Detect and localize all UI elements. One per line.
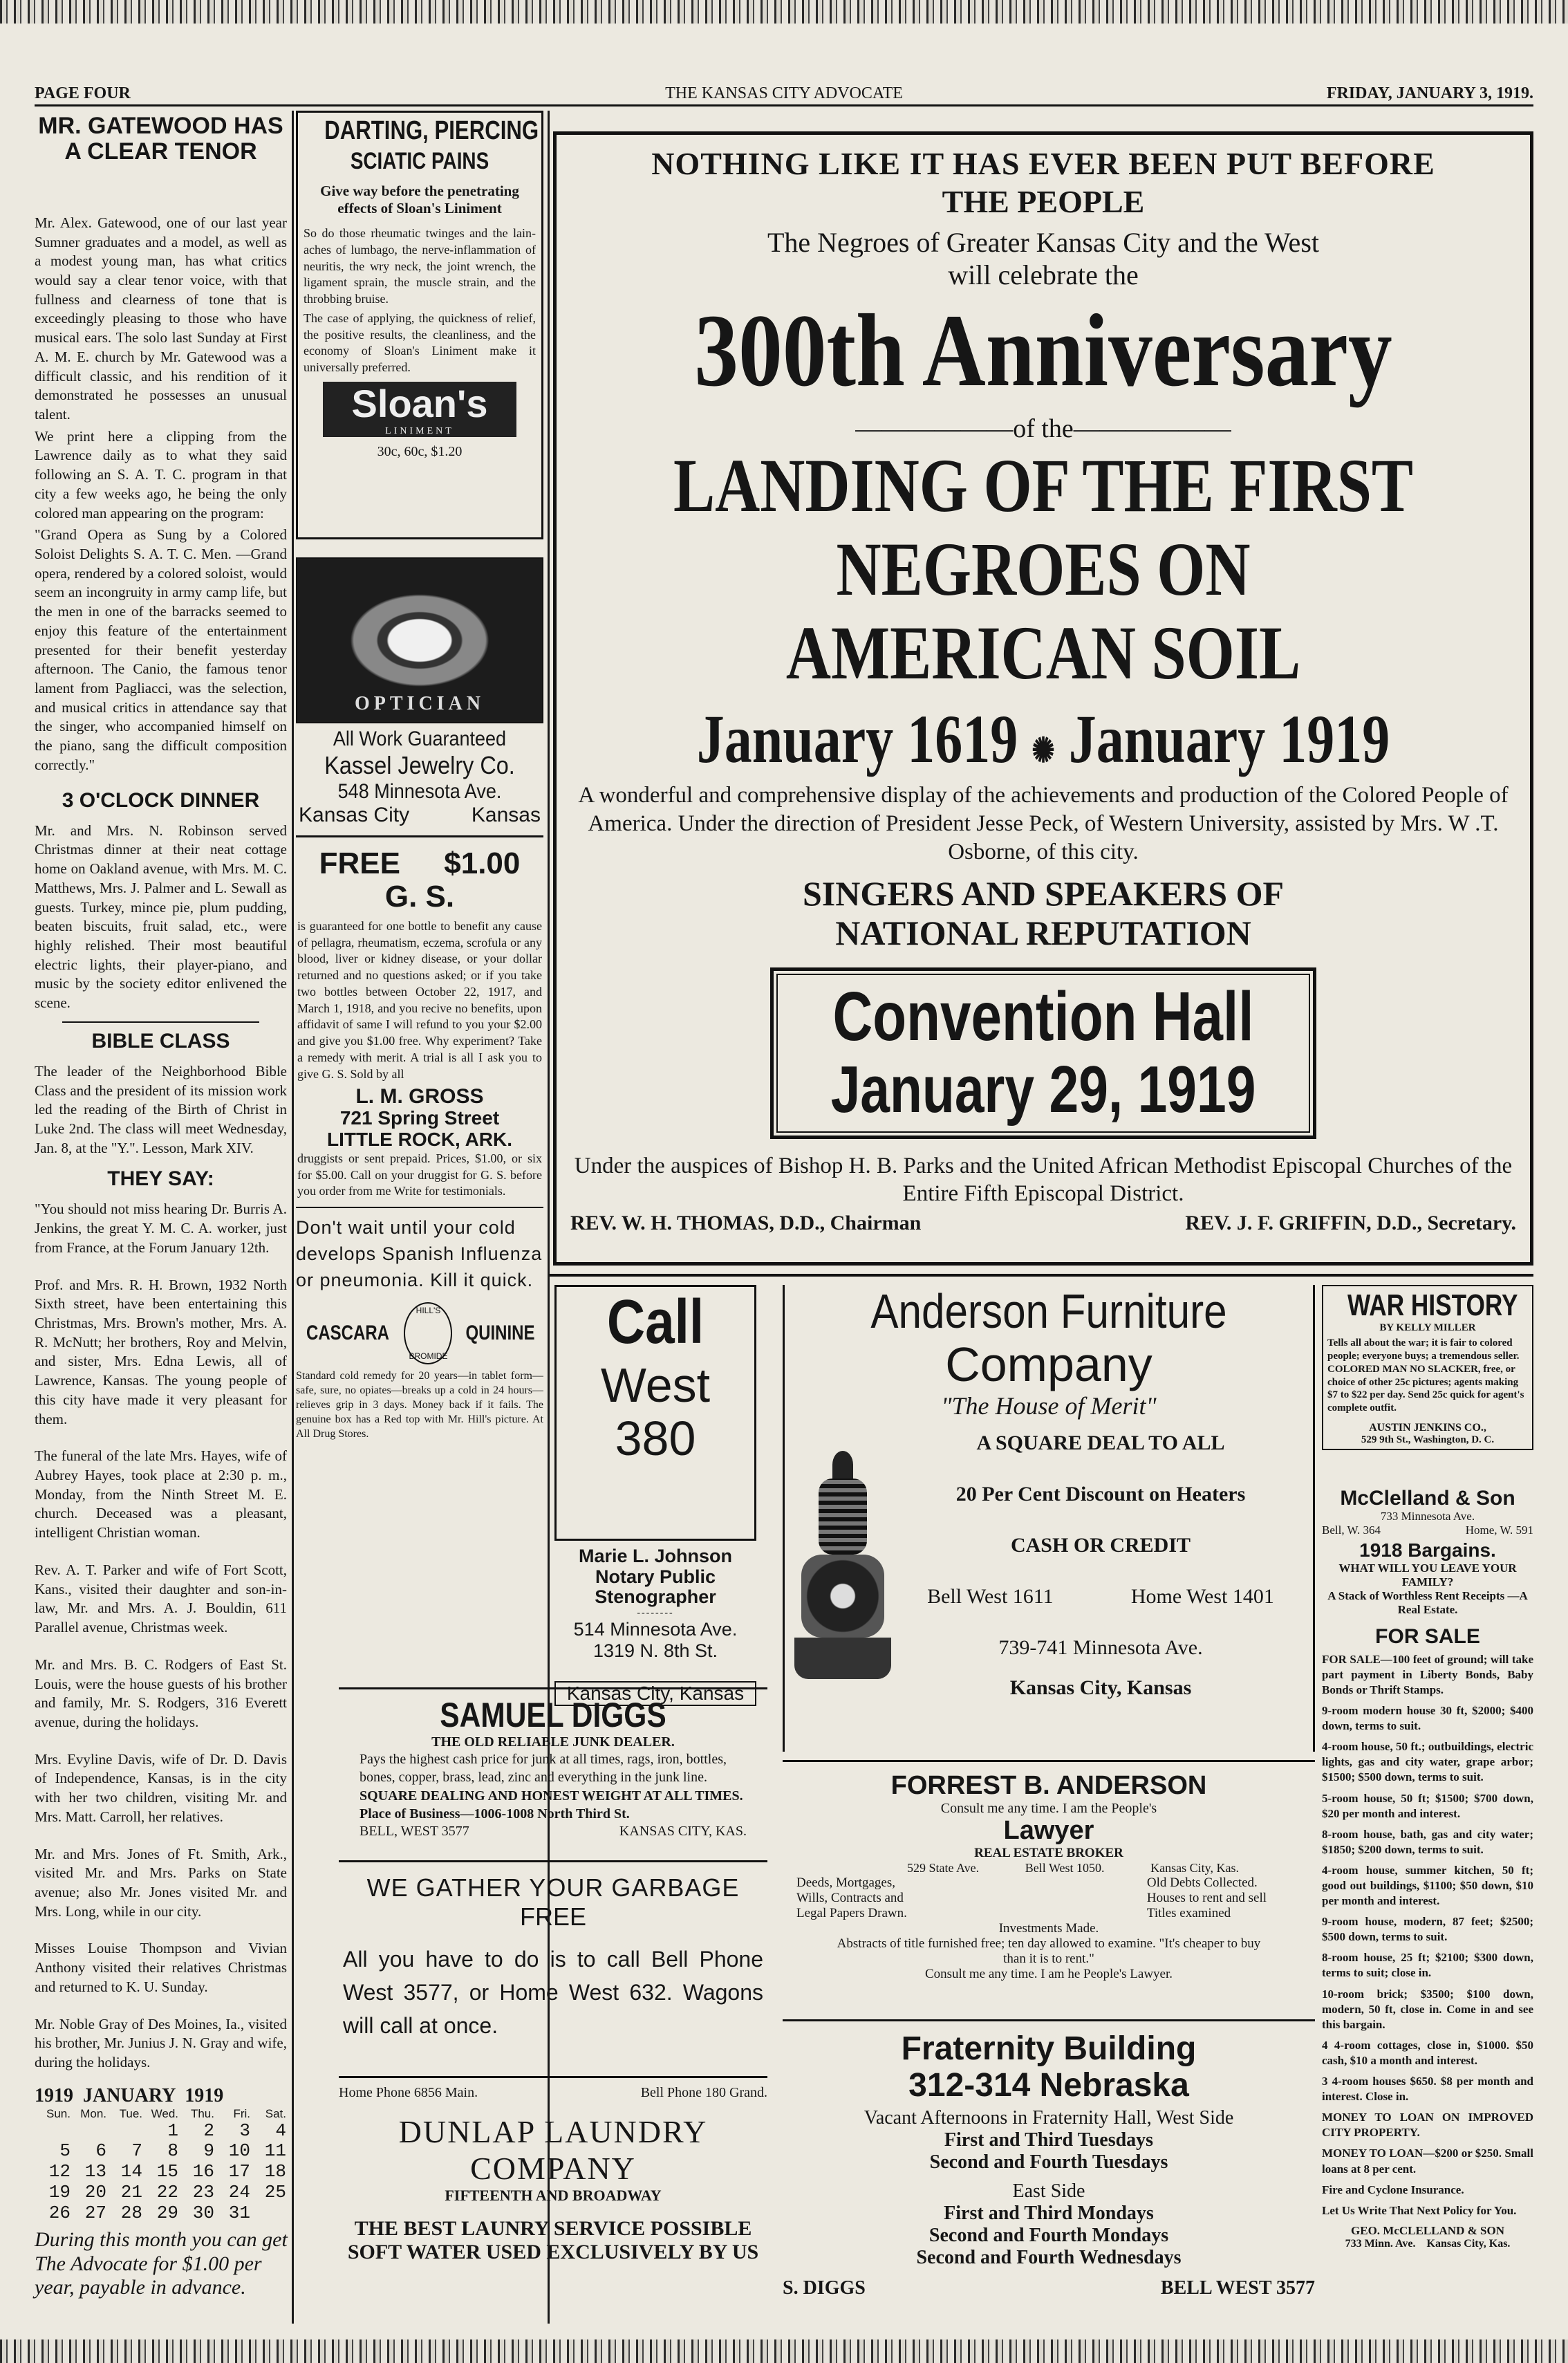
article-paragraph: The leader of the Neighborhood Bible Class and the president of its mission work led the reading of the Birth of Christ in Luke 2nd. The class will meet Wednesday, Jan. 8, at the "Y.". Lesson, Mark XIV. (35, 1062, 287, 1156)
gs-headline (297, 847, 542, 880)
anderson-discount: 20 Per Cent Discount on Heaters (955, 1483, 1246, 1505)
forrest-service-item: Houses to rent and sell (1146, 1890, 1267, 1905)
gs-price: $1.00 (444, 846, 521, 880)
johnson-name: Marie L. Johnson (578, 1546, 733, 1566)
diggs-junk-ad (339, 1687, 767, 1840)
weekday-label: Wed. (151, 2107, 178, 2120)
calendar-week (35, 2183, 290, 2203)
gs-name: G. S. (384, 880, 455, 914)
johnson-title: Notary Public (595, 1566, 716, 1587)
frat-agent: S. DIGGS (783, 2277, 866, 2299)
anderson-phones (888, 1585, 1313, 1609)
listing-item: 5-room house, 50 ft; $1500; $700 down, $20 per month and interest. (1322, 1791, 1533, 1820)
headline-bible-class: BIBLE CLASS (91, 1029, 230, 1053)
forrest-service-item: Titles examined (1146, 1905, 1231, 1920)
frat-address: 312-314 Nebraska (908, 2066, 1189, 2104)
listing-item: 8-room house, 25 ft; $2100; $300 down, terms to suit; close in. (1322, 1951, 1533, 1980)
frat-phone: BELL WEST 3577 (1160, 2277, 1315, 2299)
frat-west-2: Second and Fourth Tuesdays (929, 2151, 1168, 2173)
forrest-services-right (1147, 1875, 1267, 1921)
announcement-lead: NOTHING LIKE IT HAS EVER BEEN PUT BEFORE (651, 146, 1435, 181)
sloans-ad (296, 111, 543, 539)
diggs-body: Pays the highest cash price for junk at all times, rags, iron, bottles, bones, copper, brass, lead, zinc and everything in the junk line. (360, 1752, 727, 1786)
headline-gatewood: MR. GATEWOOD HAS A CLEAR TENOR (38, 113, 283, 165)
forrest-tagline: Consult me any time. I am the People's (940, 1800, 1157, 1816)
mcclelland-ad (1322, 1480, 1533, 2250)
johnson-city: Kansas City, Kansas (554, 1681, 756, 1706)
calendar-day: 1 (167, 2120, 178, 2141)
quinine-text: QUININE (465, 1321, 535, 1344)
forrest-abstracts: Abstracts of title furnished free; ten day allowed to examine. "It's cheaper to buy than it is to rent." (837, 1936, 1261, 1966)
anniversary-title: 300th Anniversary (694, 293, 1392, 409)
forrest-service-item: Legal Papers Drawn. (796, 1905, 907, 1920)
diggs-phone: BELL, WEST 3577 (360, 1823, 469, 1839)
forrest-service-item: Wills, Contracts and (796, 1890, 904, 1905)
article-paragraph: We print here a clipping from the Lawrence daily as to what they said following an S. A. T. C. program in that city a few weeks ago, he being the only colored man appearing on the program: (35, 427, 287, 521)
weekday-label: Thu. (190, 2107, 214, 2120)
calendar-day: 25 (264, 2182, 286, 2203)
listing-item: MONEY TO LOAN ON IMPROVED CITY PROPERTY. (1322, 2111, 1533, 2140)
forrest-phone: Bell West 1050. (1025, 1860, 1105, 1875)
of-the-text: of the (1013, 414, 1074, 443)
sloans-logo-text: Sloan's (351, 381, 488, 425)
calendar-day: 23 (192, 2182, 214, 2203)
dunlap-name: DUNLAP LAUNDRY (398, 2114, 708, 2149)
headline-they-say: THEY SAY: (107, 1167, 214, 1191)
news-item: Mr. and Mrs. Jones of Ft. Smith, Ark., visited Mr. and Mrs. Parks on State avenue; also Mr. Jones visited Mr. and Mrs. Long, while in our city. (35, 1845, 287, 1920)
calendar-day: 16 (192, 2161, 214, 2183)
calendar-day: 17 (228, 2161, 250, 2183)
sloans-tagline: Give way before the penetrating effects of Sloan's Liniment (320, 183, 519, 217)
column-news (35, 111, 287, 2358)
secretary: REV. J. F. GRIFFIN, D.D., Secretary. (1185, 1212, 1516, 1235)
call-west-ad (554, 1285, 756, 1541)
forrest-services (783, 1875, 1315, 1921)
dunlap-phones (339, 2085, 767, 2101)
listing-item: Let Us Write That Next Policy for You. (1322, 2203, 1517, 2217)
calendar-day: 13 (84, 2161, 106, 2183)
date-start: January 1619 (696, 700, 1018, 777)
diggs-contact (339, 1824, 767, 1840)
kassel-name: Kassel Jewelry Co. (324, 751, 515, 779)
fraternity-building-ad (783, 2019, 1315, 2299)
ornament-icon: ✺ (1032, 730, 1055, 770)
forrest-investments: Investments Made. (998, 1920, 1099, 1936)
subscription-offer: During this month you can get The Advocate for $1.00 per year, payable in advance. (35, 2228, 288, 2299)
news-item: Misses Louise Thompson and Vivian Anthony visited their relatives Christmas and returned to K. U. Sunday. (35, 1940, 287, 1995)
dunlap-slogan-2: SOFT WATER USED EXCLUSIVELY BY US (347, 2241, 759, 2263)
frat-west-1: First and Third Tuesdays (944, 2129, 1154, 2151)
anderson-square-deal: A SQUARE DEAL TO ALL (976, 1431, 1225, 1454)
garbage-headline: WE GATHER YOUR GARBAGE (366, 1873, 740, 1902)
forrest-service-item: Old Debts Collected. (1146, 1875, 1258, 1890)
cascara-body: Standard cold remedy for 20 years—in tablet form—safe, sure, no opiates—breaks up a cold in 24 hours—relieves grip in 3 days. Money back if it fails. The genuine box has a Red top with Mr. Hill's picture. At All Drug Stores. (296, 1369, 543, 1440)
kassel-city (299, 804, 541, 827)
calendar-weekdays (35, 2107, 290, 2121)
news-item: Mr. Noble Gray of Des Moines, Ia., visited his brother, Mr. Junius J. N. Gray and wife, during the holidays. (35, 2015, 287, 2070)
optician-label: OPTICIAN (354, 693, 485, 714)
war-history-title: WAR HISTORY (1347, 1288, 1518, 1322)
kassel-guarantee: All Work Guaranteed (333, 728, 507, 750)
frat-vacancy: Vacant Afternoons in Fraternity Hall, West Side (864, 2106, 1234, 2129)
calendar (35, 2085, 290, 2300)
negroes-headline: NEGROES ON (836, 526, 1251, 611)
calendar-day: 3 (239, 2120, 250, 2141)
war-history-author: BY KELLY MILLER (1379, 1322, 1476, 1334)
sloans-headline: DARTING, PIERCING (324, 116, 539, 145)
gs-city: LITTLE ROCK, ARK. (326, 1129, 513, 1151)
mccl-for-sale: FOR SALE (1375, 1624, 1480, 1648)
calendar-day: 19 (48, 2182, 71, 2203)
bromide-label: BROMIDE (409, 1351, 448, 1361)
weekday-label: Mon. (80, 2107, 106, 2120)
dunlap-bell-phone: Bell Phone 180 Grand. (640, 2085, 767, 2100)
listing-item: 8-room house, bath, gas and city water; $1850; $200 down, terms to suit. (1322, 1827, 1533, 1856)
dunlap-home-phone: Home Phone 6856 Main. (339, 2085, 478, 2100)
calendar-day: 4 (275, 2120, 286, 2141)
calendar-day: 11 (264, 2140, 286, 2162)
chairman: REV. W. H. THOMAS, D.D., Chairman (570, 1212, 922, 1235)
calendar-day: 15 (156, 2161, 178, 2183)
divider (62, 1021, 259, 1023)
reputation-line: NATIONAL REPUTATION (835, 914, 1251, 953)
headline-dinner: 3 O'CLOCK DINNER (62, 788, 260, 812)
frat-east-1: First and Third Mondays (944, 2202, 1154, 2224)
garbage-free: FREE (519, 1902, 586, 1931)
officers (570, 1212, 1516, 1235)
announcement-intro-2: will celebrate the (948, 259, 1139, 291)
gs-vendor: L. M. GROSS (355, 1085, 484, 1109)
calendar-day: 30 (192, 2203, 214, 2224)
listing-item: 4-room house, 50 ft.; outbuildings, electric lights, gas and city water, grape arbor; $1500; $500 down, terms to suit. (1322, 1740, 1533, 1784)
news-item: Mrs. Evyline Davis, wife of Dr. D. Davis of Independence, Kansas, is in the city with her two children, visiting Mr. and Mrs. Matt. Carroll, her relatives. (35, 1750, 287, 1825)
calendar-day: 24 (228, 2182, 250, 2203)
calendar-day: 6 (95, 2140, 106, 2162)
divider (550, 1274, 1533, 1277)
mccl-signature: GEO. McCLELLAND & SON (1351, 2223, 1504, 2237)
listing-item: 9-room house, modern, 87 feet; $2500; $500 down, terms to suit. (1322, 1915, 1533, 1944)
war-history-publisher: AUSTIN JENKINS CO., (1369, 1421, 1486, 1434)
calendar-day (250, 2203, 286, 2224)
mccl-question: WHAT WILL YOU LEAVE YOUR FAMILY? (1338, 1561, 1517, 1588)
forrest-service-item: Deeds, Mortgages, (796, 1875, 895, 1890)
dunlap-slogan-1: THE BEST LAUNRY SERVICE POSSIBLE (354, 2217, 752, 2240)
heater-stove-illustration (794, 1451, 891, 1686)
anderson-bell: Bell West 1611 (927, 1585, 1054, 1608)
mccl-bargains: 1918 Bargains. (1359, 1539, 1496, 1561)
news-item: "You should not miss hearing Dr. Burris A. Jenkins, the great Y. M. C. A. worker, just from France, at the Forum January 12th. (35, 1201, 287, 1256)
mccl-bell: Bell, W. 364 (1322, 1523, 1381, 1537)
calendar-day (106, 2121, 142, 2142)
newspaper-page (35, 0, 1533, 2363)
calendar-day (71, 2121, 106, 2142)
dunlap-company: COMPANY (470, 2151, 636, 2186)
calendar-day (35, 2121, 71, 2142)
cascara-quinine-logo (296, 1302, 543, 1364)
calendar-week (35, 2121, 290, 2142)
forrest-lawyer: Lawyer (1003, 1815, 1094, 1845)
frat-name: Fraternity Building (901, 2030, 1197, 2067)
calendar-day: 14 (120, 2161, 142, 2183)
mccl-receipts: A Stack of Worthless Rent Receipts —A Real Estate. (1327, 1588, 1528, 1616)
war-history-ad (1322, 1285, 1533, 1450)
gs-ad (296, 837, 543, 1200)
anderson-terms: CASH OR CREDIT (1010, 1534, 1191, 1557)
sloans-logo-sub: LINIMENT (385, 425, 454, 436)
kassel-city-text: Kansas City (299, 804, 410, 826)
forrest-services-left (796, 1875, 907, 1921)
article-paragraph: Mr. and Mrs. N. Robinson served Christmas dinner at their neat cottage home on Oakland avenue, with Mrs. M. C. Matthews, Mrs. J. Palmer and L. Sewall as guests. Turkey, mince pie, plum pudding, beaten biscuits, fruit salad, etc., were highly relished. Their most beautiful electric lights, their player-piano, and music by the society editor enlivened the scene. (35, 822, 287, 1012)
weekday-label: Sat. (265, 2107, 286, 2120)
kassel-address: 548 Minnesota Ave. (337, 780, 502, 803)
war-history-body: Tells all about the war; it is fair to colored people; everyone buys; a tremendous seller. COLORED MAN NO SLACKER, free, or choice of other 25c pictures; agents making $7 to $22 per day. Send 25c quick for agent's complete outfit. (1327, 1337, 1524, 1414)
divider (296, 1207, 543, 1208)
announcement-description: A wonderful and comprehensive display of the achievements and production of the Colored People of America. Under the direction of President Jesse Peck, of Western University, assisted by Mrs. W .T. Osborne, of this city. (578, 782, 1509, 865)
news-item: The funeral of the late Mrs. Hayes, wife of Aubrey Hayes, took place at 2:30 p. m., Monday, from the Ninth Street M. E. church. Deceased was a pleasant, intelligent Christian woman. (35, 1447, 287, 1541)
calendar-day: 18 (264, 2161, 286, 2183)
landing-headline: LANDING OF THE FIRST (673, 443, 1414, 528)
johnson-address-1: 514 Minnesota Ave. (573, 1619, 738, 1640)
kassel-ad (296, 723, 543, 837)
forrest-contact (783, 1861, 1315, 1875)
anderson-company: Company (945, 1337, 1152, 1391)
garbage-body: All you have to do is to call Bell Phone West 3577, or Home West 632. Wagons will call at once. (343, 1947, 763, 2038)
calendar-day: 10 (228, 2140, 250, 2162)
calendar-day: 31 (228, 2203, 250, 2224)
frat-east-3: Second and Fourth Wednesdays (916, 2246, 1182, 2268)
mccl-address: 733 Minnesota Ave. (1380, 1510, 1475, 1523)
of-the: ——————of the—————— (855, 414, 1231, 443)
sloans-logo (323, 382, 516, 437)
anderson-furniture-ad (783, 1285, 1315, 1752)
calendar-day: 21 (120, 2182, 142, 2203)
mccl-home: Home, W. 591 (1465, 1523, 1533, 1537)
forrest-street: 529 State Ave. (907, 1860, 980, 1875)
listing-item: Fire and Cyclone Insurance. (1322, 2183, 1464, 2196)
calendar-day: 8 (167, 2140, 178, 2162)
dunlap-laundry-ad (339, 2076, 767, 2264)
calendar-week (35, 2162, 290, 2183)
calendar-week (35, 2141, 290, 2162)
news-item: Mr. and Mrs. B. C. Rodgers of East St. Louis, were the house guests of his brother and family, Mr. S. Rodgers, 316 Everett avenue, during the holidays. (35, 1656, 287, 1730)
page-number: PAGE FOUR (35, 84, 131, 102)
soil-headline: AMERICAN SOIL (785, 610, 1301, 695)
diggs-city: KANSAS CITY, KAS. (619, 1823, 747, 1839)
forrest-closing: Consult me any time. I am he People's Lawyer. (924, 1966, 1173, 1981)
calendar-grid (35, 2107, 290, 2224)
frat-east-2: Second and Fourth Mondays (928, 2224, 1169, 2246)
forrest-anderson-ad (783, 1760, 1315, 1982)
optician-eye-illustration (296, 557, 543, 723)
diggs-tagline: THE OLD RELIABLE JUNK DEALER. (431, 1734, 675, 1750)
sloans-subheadline: SCIATIC PAINS (350, 147, 489, 174)
sloans-body: The case of applying, the quickness of relief, the positive results, the cleanliness, and the economy of Sloan's Liniment make it universally preferred. (304, 311, 536, 375)
calendar-day: 22 (156, 2182, 178, 2203)
listing-item: 10-room brick; $3500; $100 down, modern, 50 ft, close in. Come in and see this bargain. (1322, 1987, 1533, 2031)
announcement-lead-2: THE PEOPLE (942, 184, 1145, 220)
article-paragraph: "Grand Opera as Sung by a Colored Soloist Delights S. A. T. C. Men. —Grand opera, rendered by a colored soloist, would seem an incongruity in army camp life, but the men in one of the barracks seemed to enjoy this feature of the entertainment presented for their benefit yesterday afternoon. The Canio, the famous tenor lament from Pagliacci, was the selection, and musical critics in attendance say that the singer, who accompanied himself on the piano, sang the difficult composition correctly." (35, 526, 287, 773)
mccl-listings (1322, 1652, 1533, 2218)
johnson-address-2: 1319 N. 8th St. (592, 1640, 718, 1662)
event-date: January 29, 1919 (830, 1052, 1256, 1127)
listing-item: 3 4-room houses $650. $8 per month and interest. Close in. (1322, 2075, 1533, 2104)
flu-ad-text: Don't wait until your cold develops Spanish Influenza or pneumonia. Kill it quick. (296, 1217, 543, 1290)
news-item: Rev. A. T. Parker and wife of Fort Scott, Kans., visited their daughter and son-in-law, Mr. and Mrs. A. J. Bouldin, 611 Parallel avenue, Christmas week. (35, 1561, 287, 1636)
news-item: Prof. and Mrs. R. H. Brown, 1932 North Sixth street, have been entertaining this Christmas, Mrs. Brown's mother, Mrs. A. R. McNutt; her brothers, Roy and Melvin, and sister, Mrs. Edna Lewis, all of Lawrence, Kansas. The young people of this city have made it very pleasant for them. (35, 1276, 287, 1427)
frat-contact (783, 2277, 1315, 2299)
anderson-city: Kansas City, Kansas (1009, 1676, 1192, 1699)
issue-date: FRIDAY, JANUARY 3, 1919. (1326, 84, 1533, 102)
calendar-day: 9 (203, 2140, 214, 2162)
venue-name: Convention Hall (832, 977, 1254, 1055)
calendar-day: 5 (59, 2140, 71, 2162)
gs-street: 721 Spring Street (339, 1107, 500, 1129)
calendar-day: 29 (156, 2203, 178, 2224)
call-exchange: West (600, 1357, 711, 1412)
calendar-day: 7 (131, 2140, 142, 2162)
weekday-label: Sun. (46, 2107, 71, 2120)
column-rule (292, 111, 294, 2324)
listing-item: FOR SALE—100 feet of ground; will take part payment in Liberty Bonds, Baby Bonds or Thrift Stamps. (1322, 1652, 1533, 1696)
paper-title: THE KANSAS CITY ADVOCATE (665, 84, 903, 102)
sloans-price: 30c, 60c, $1.20 (377, 443, 463, 459)
calendar-day: 20 (84, 2182, 106, 2203)
anderson-home: Home West 1401 (1130, 1585, 1274, 1608)
listing-item: MONEY TO LOAN—$200 or $250. Small loans at 8 per cent. (1322, 2147, 1533, 2176)
mccl-phones (1322, 1523, 1533, 1537)
calendar-day: 27 (84, 2203, 106, 2224)
calendar-day: 2 (203, 2120, 214, 2141)
forrest-name: FORREST B. ANDERSON (890, 1771, 1207, 1800)
calendar-day: 12 (48, 2161, 71, 2183)
calendar-day: 26 (48, 2203, 71, 2224)
johnson-ad (554, 1546, 756, 1706)
call-label: Call (606, 1288, 704, 1357)
calendar-day: 28 (120, 2203, 142, 2224)
sloans-body: So do those rheumatic twinges and the lain-aches of lumbago, the nerve-inflammation of neuritis, the wry neck, the joint wrench, the ligament sprain, the muscle strain, and the throbbing bruise. (304, 226, 536, 306)
weekday-label: Fri. (233, 2107, 250, 2120)
ornament: -------- (637, 1608, 674, 1619)
calendar-week (35, 2203, 290, 2224)
date-end: January 1919 (1068, 700, 1390, 777)
listing-item: 4-room house, summer kitchen, 50 ft; good out buildings, $1100; $50 down, $10 per month and interest. (1322, 1863, 1533, 1908)
anderson-address: 739-741 Minnesota Ave. (998, 1636, 1203, 1659)
gs-free: FREE (319, 846, 400, 880)
cascara-text: CASCARA (306, 1321, 389, 1344)
weekday-label: Tue. (119, 2107, 142, 2120)
diggs-name: SAMUEL DIGGS (440, 1696, 666, 1734)
gs-order-info: druggists or sent prepaid. Prices, $1.00, or six for $5.00. Call on your druggist for G. S. before you order from me Write for testimonials. (297, 1151, 542, 1198)
johnson-role: Stenographer (595, 1586, 716, 1608)
diggs-terms: SQUARE DEALING AND HONEST WEIGHT AT ALL TIMES. Place of Business—1006-1008 North Third St. (360, 1788, 743, 1822)
announcement-intro: The Negroes of Greater Kansas City and the West (767, 227, 1319, 259)
date-range (665, 699, 1421, 779)
hills-portrait-icon (404, 1302, 452, 1364)
forrest-city: Kansas City, Kas. (1150, 1860, 1239, 1875)
anderson-slogan: "The House of Merit" (941, 1392, 1157, 1420)
speakers-line: SINGERS AND SPEAKERS OF (803, 873, 1284, 913)
dunlap-address: FIFTEENTH AND BROADWAY (445, 2187, 662, 2204)
listing-item: 4 4-room cottages, close in, $1000. $50 cash, $10 a month and interest. (1322, 2038, 1533, 2067)
gs-body: is guaranteed for one bottle to benefit any cause of pellagra, rheumatism, eczema, scrofula or any blood, liver or kidney disease, or your dollar returned and no questions asked; or if you take two bottles between October 22, 1917, and March 1, 1918, and you recive no benefits, upon affidavit of same I will refund to you your $2.00 and give you $1.00 free. Why experiment? Take a remedy with merit. A trial is all I ask you to give G. S. Sold by all (297, 918, 542, 1081)
kassel-state-text: Kansas (471, 804, 541, 826)
forrest-broker: REAL ESTATE BROKER (974, 1845, 1123, 1860)
frat-east: East Side (1012, 2180, 1085, 2202)
war-history-address: 529 9th St., Washington, D. C. (1361, 1434, 1495, 1445)
garbage-ad (339, 1860, 767, 2042)
mccl-signature-address: 733 Minn. Ave. Kansas City, Kas. (1345, 2237, 1511, 2250)
masthead (35, 83, 1533, 106)
hills-label: HILL'S (416, 1305, 441, 1315)
article-paragraph: Mr. Alex. Gatewood, one of our last year Sumner graduates and a model, as well as a modest young man, has what critics would say a clear tenor voice, with that fullness and clearness of tone that is exceedingly pleasing to those who have musical ears. The solo last Sunday at First A. M. E. church by Mr. Gatewood was a difficult classic, and his rendition of it demonstrated he possesses an unusual talent. (35, 214, 287, 423)
anniversary-announcement (553, 131, 1533, 1266)
mccl-name: McClelland & Son (1340, 1487, 1515, 1510)
listing-item: 9-room modern house 30 ft, $2000; $400 down, terms to suit. (1322, 1704, 1533, 1733)
calendar-title: 1919 JANUARY 1919 (35, 2085, 224, 2106)
anderson-name: Anderson Furniture (870, 1284, 1227, 1338)
auspices-text: Under the auspices of Bishop H. B. Parks and the United African Methodist Episcopal Churches of the Entire Fifth Episcopal District. (574, 1153, 1513, 1206)
venue-box (770, 967, 1316, 1140)
call-number: 380 (615, 1411, 696, 1465)
